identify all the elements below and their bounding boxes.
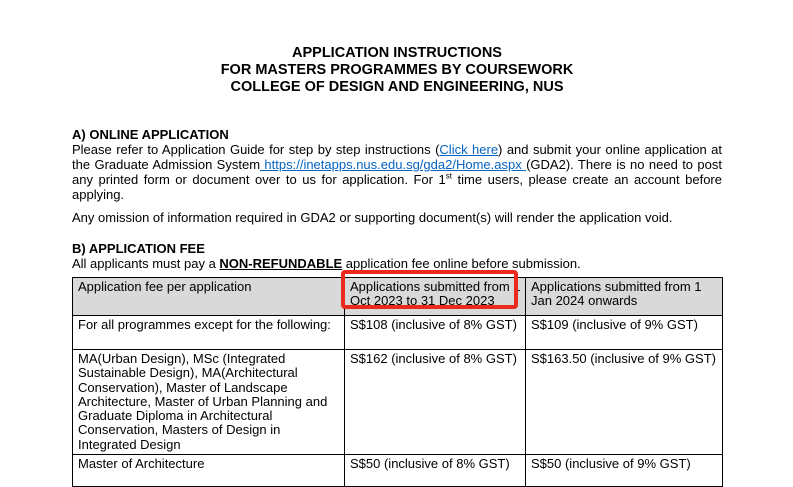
fee-table <box>72 277 723 487</box>
section-b-text-2: application fee online before submission. <box>342 256 581 271</box>
table-cell: S$108 (inclusive of 8% GST) <box>345 316 526 350</box>
col-header-fee-per-application: Application fee per application <box>73 278 345 316</box>
table-cell: S$163.50 (inclusive of 9% GST) <box>526 350 723 455</box>
table-cell: Master of Architecture <box>73 455 345 487</box>
table-cell: MA(Urban Design), MSc (Integrated Sustainable Design), MA(Architectural Conservation), Master of Landscape Architecture, Master of Urban Planning and Graduate Diploma in Architectural Conservation, Masters of Design in Integrated Design <box>73 350 345 455</box>
table-cell: S$50 (inclusive of 8% GST) <box>345 455 526 487</box>
table-cell: S$109 (inclusive of 9% GST) <box>526 316 723 350</box>
title-line-3: COLLEGE OF DESIGN AND ENGINEERING, NUS <box>230 79 564 95</box>
section-b-intro <box>72 256 722 271</box>
title-line-2: FOR MASTERS PROGRAMMES BY COURSEWORK <box>220 62 574 78</box>
table-cell: S$50 (inclusive of 9% GST) <box>526 455 723 487</box>
table-row-master-of-architecture <box>73 455 723 487</box>
non-refundable-emphasis: NON-REFUNDABLE <box>219 256 343 271</box>
click-here-link[interactable]: Click here <box>439 142 499 157</box>
document-content <box>72 0 722 271</box>
section-a-heading: A) ONLINE APPLICATION <box>72 127 229 142</box>
table-cell: For all programmes except for the following: <box>73 316 345 350</box>
col-header-oct-dec-2023: Applications submitted from 1 Oct 2023 to 31 Dec 2023 <box>345 278 526 316</box>
section-a-paragraph <box>72 142 722 202</box>
section-a-text-4: time users, please create an account before applying. <box>72 172 722 202</box>
table-row-all-programmes <box>73 316 723 350</box>
table-cell: S$162 (inclusive of 8% GST) <box>345 350 526 455</box>
section-a-text-1: Please refer to Application Guide for step by step instructions ( <box>72 142 440 157</box>
section-b-text-1: All applicants must pay a <box>72 256 220 271</box>
ordinal-superscript: st <box>445 171 452 181</box>
document-title <box>72 45 722 96</box>
section-a-text-2: ) and submit your online application at the Graduate Admission System <box>72 142 722 172</box>
section-b-heading: B) APPLICATION FEE <box>72 241 205 256</box>
title-line-1: APPLICATION INSTRUCTIONS <box>292 45 502 61</box>
table-row-design-programmes <box>73 350 723 455</box>
col-header-jan-2024-onwards: Applications submitted from 1 Jan 2024 onwards <box>526 278 723 316</box>
fee-table-header-row <box>73 278 723 316</box>
gda2-url-link[interactable]: https://inetapps.nus.edu.sg/gda2/Home.aspx <box>260 157 527 172</box>
section-a-text-3: (GDA2). There is no need to post any printed form or document over to us for application. For 1 <box>72 157 722 187</box>
omission-note: Any omission of information required in GDA2 or supporting document(s) will render the application void. <box>72 210 673 225</box>
